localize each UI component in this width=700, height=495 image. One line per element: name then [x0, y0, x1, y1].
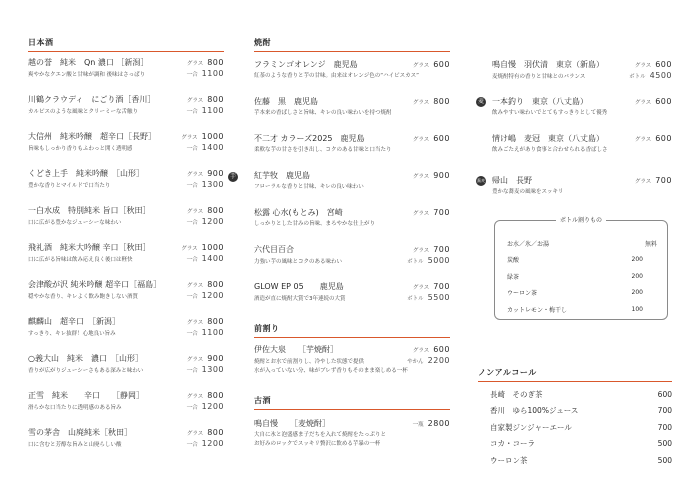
item-desc-row — [492, 108, 672, 116]
unit-label: 一合 — [186, 331, 198, 337]
menu-item — [254, 96, 450, 116]
item-desc: 飲みやすい味わいでとてもすっきりとして優秀 — [492, 110, 608, 116]
item-desc: 水が入っていない分、味がブレず香りもそのまま楽しめる一杯 — [254, 368, 408, 374]
item-desc-row — [254, 256, 450, 265]
unit-label: ボトル — [407, 296, 424, 302]
unit-label: グラス — [634, 179, 652, 185]
item-desc: 滑らかな口当たりに透明感のある旨み — [28, 405, 122, 411]
section-title-maewari: 前割り — [254, 323, 450, 338]
price: 500 — [657, 439, 672, 449]
price: 800 — [207, 280, 224, 289]
item-desc-row — [28, 106, 224, 115]
item-desc: フローラルな香りと甘味、キレの良い味わい — [254, 184, 364, 190]
item-desc: 穏やかな香り、キレよく飲み飽きしない酒質 — [28, 294, 138, 300]
item-name-row — [254, 281, 450, 292]
price-group — [181, 132, 224, 141]
menu-item — [478, 59, 672, 80]
price: 1400 — [201, 143, 224, 152]
item-name-row — [492, 175, 672, 186]
price: 1100 — [201, 328, 224, 337]
bottle-wari-value: 無料 — [644, 240, 657, 248]
unit-label: 一合 — [186, 442, 198, 448]
item-desc: 酒造が直に焼酎大賞で3年連続の大賞 — [254, 296, 346, 302]
item-name-row — [28, 168, 224, 179]
price: 800 — [207, 95, 224, 104]
bottle-wari-label: 緑茶 — [507, 273, 520, 281]
menu-item — [28, 316, 224, 337]
menu-item — [478, 133, 672, 153]
non-alcohol-item — [478, 436, 672, 453]
price: 1200 — [201, 402, 224, 411]
item-desc: 飲みごたえがあり食事と合わせられる香ばしさ — [492, 147, 608, 153]
unit-label: 一瓶 — [412, 422, 424, 428]
unit-label: グラス — [412, 63, 430, 69]
bottle-wari-price: 200 — [631, 256, 643, 264]
price-group — [187, 206, 224, 215]
price: 1100 — [201, 69, 224, 78]
price: 1200 — [201, 439, 224, 448]
menu-item — [28, 279, 224, 300]
item-desc-row — [254, 145, 450, 153]
unit-label: グラス — [186, 98, 204, 104]
unit-label: 一合 — [186, 220, 198, 226]
item-desc-row — [28, 180, 224, 189]
item-name: 帰山 長野 — [492, 176, 532, 185]
item-desc-row — [28, 328, 224, 337]
unit-label: グラス — [186, 283, 204, 289]
price-group — [187, 280, 224, 289]
bottle-wari-price: 200 — [631, 272, 643, 280]
item-desc: 口に広がる旨味は飲み応え良く後口は軽快 — [28, 257, 133, 263]
price-group — [187, 402, 224, 411]
item-name: 紅芋牧 鹿児島 — [254, 171, 310, 180]
price-group — [187, 391, 224, 400]
item-name: 長崎 そのぎ茶 — [490, 389, 543, 399]
bottle-wari-row — [507, 252, 657, 269]
item-desc-row — [28, 365, 224, 374]
item-name: 飛礼酒 純米大吟醸 辛口［秋田］ — [28, 243, 151, 252]
bottle-wari-label: ウーロン茶 — [507, 290, 538, 298]
item-name-row — [492, 96, 672, 107]
item-name: 鳴自慢 羽伏清 東京（新島） — [492, 60, 604, 69]
item-name-row — [254, 96, 450, 107]
item-desc-row — [254, 293, 450, 302]
unit-label: やかん — [407, 359, 424, 365]
price: 600 — [655, 134, 672, 143]
menu-item — [254, 59, 450, 79]
price-group — [413, 282, 450, 291]
unit-label: グラス — [412, 137, 430, 143]
unit-label: グラス — [186, 357, 204, 363]
menu-item — [28, 94, 224, 115]
item-name-row — [28, 205, 224, 216]
item-desc-row — [254, 71, 450, 79]
category-badge-icon: 麦 — [477, 98, 484, 105]
item-desc: 爽やかなクエン酸と甘味が調和 後味はさっぱり — [28, 72, 146, 78]
unit-label: グラス — [186, 172, 204, 178]
item-name-row — [28, 316, 224, 327]
unit-label: グラス — [412, 285, 430, 291]
price: 700 — [433, 282, 450, 291]
menu-item — [254, 244, 450, 265]
bottle-wari-title: ボトル割りもの — [556, 215, 606, 224]
item-name: 不二才 カラーズ2025 鹿児島 — [254, 134, 365, 143]
bottle-wari-label: お水／氷／お湯 — [507, 240, 550, 248]
price-group — [407, 293, 450, 302]
item-desc-row — [254, 108, 450, 116]
menu-item — [28, 390, 224, 411]
unit-label: グラス — [412, 100, 430, 106]
price-group — [187, 169, 224, 178]
item-name: 正雪 純米 辛口 ［静岡］ — [28, 391, 144, 400]
item-name: 麒麟山 超辛口 ［新潟］ — [28, 317, 120, 326]
item-desc: 旨味もしっかり香りもふわっと開く透明感 — [28, 146, 133, 152]
price: 600 — [657, 389, 672, 399]
price: 5500 — [427, 293, 450, 302]
item-name-row — [254, 59, 450, 70]
price-group — [407, 256, 450, 265]
unit-label: グラス — [412, 211, 430, 217]
price-group — [187, 106, 224, 115]
item-name: 佐藤 黒 鹿児島 — [254, 97, 318, 106]
unit-label: グラス — [412, 348, 430, 354]
price-group — [187, 354, 224, 363]
item-desc: 柔軟な芋の甘さを引き出し、コクのある甘味と口当たり — [254, 147, 392, 153]
price-group — [413, 60, 450, 69]
price: 4500 — [649, 71, 672, 80]
item-name-row — [28, 353, 224, 364]
item-name: 松露 心水(もとみ) 宮崎 — [254, 208, 343, 217]
item-name-row — [28, 279, 224, 290]
price: 600 — [433, 60, 450, 69]
price-group — [187, 254, 224, 263]
maewari-item — [254, 344, 450, 374]
non-alcohol-item — [478, 386, 672, 403]
bottle-wari-row — [507, 301, 657, 318]
price-group — [635, 176, 672, 185]
kojo-item — [254, 418, 450, 447]
item-name: 六代目百合 — [254, 245, 294, 254]
unit-label: ボトル — [407, 259, 424, 265]
price: 800 — [207, 317, 224, 326]
item-desc: すっきり、キレ抜群！心地良い旨み — [28, 331, 116, 337]
unit-label: 一合 — [186, 257, 198, 263]
item-desc-row — [28, 254, 224, 263]
price-group — [187, 95, 224, 104]
category-badge-icon: 蕎麦 — [476, 176, 486, 186]
price-group — [187, 439, 224, 448]
item-name-row — [28, 390, 224, 401]
menu-item — [28, 242, 224, 263]
menu-item — [254, 133, 450, 153]
price: 900 — [207, 354, 224, 363]
price: 800 — [433, 97, 450, 106]
price-group — [187, 180, 224, 189]
item-desc: 豊かな蕎麦の風味をスッキリ — [492, 189, 564, 195]
item-desc: しっかりとした甘みの旨味、まろやかな仕上がり — [254, 221, 376, 227]
price: 700 — [433, 208, 450, 217]
menu-item — [28, 353, 224, 374]
category-badge-icon: 芋 — [229, 173, 236, 180]
price: 600 — [433, 134, 450, 143]
item-name-row — [254, 207, 450, 218]
price-group — [413, 171, 450, 180]
item-name: 一本釣り 東京（八丈島） — [492, 97, 588, 106]
unit-label: グラス — [186, 61, 204, 67]
item-name: 伊佐大泉 ［芋焼酎］ — [254, 345, 338, 354]
unit-label: グラス — [634, 100, 652, 106]
item-name: ○義大山 純米 濃口 ［山形］ — [28, 354, 143, 363]
item-name: 香川 ゆら100%ジュース — [490, 406, 579, 416]
item-name: くどき上手 純米吟醸 ［山形］ — [28, 169, 144, 178]
price: 700 — [433, 245, 450, 254]
unit-label: 一合 — [186, 146, 198, 152]
item-desc-row — [254, 219, 450, 227]
non-alcohol-item — [478, 419, 672, 436]
unit-label: 一合 — [186, 109, 198, 115]
price: 600 — [655, 60, 672, 69]
item-name-row — [28, 94, 224, 105]
price-group — [187, 317, 224, 326]
unit-label: グラス — [634, 63, 652, 69]
menu-item — [28, 427, 224, 448]
menu-item — [229, 170, 450, 190]
item-desc-row — [492, 145, 672, 153]
price: 2800 — [427, 419, 450, 428]
item-desc: 豊かな香りとマイルドで口当たり — [28, 183, 111, 189]
price: 600 — [433, 345, 450, 354]
item-desc-row — [28, 291, 224, 300]
item-desc: 大自に氷と泡盛感ま子だちを入れて焼酎をたっぷりと — [254, 432, 387, 438]
item-name-row — [492, 59, 672, 70]
item-name: ウーロン茶 — [490, 455, 528, 465]
section-title-shochu: 焼酎 — [254, 37, 450, 52]
bottle-wari-price: 100 — [631, 305, 643, 313]
item-name-row — [28, 242, 224, 253]
price: 700 — [657, 406, 672, 416]
price: 1200 — [201, 291, 224, 300]
item-desc: お好みのロックでスッキリ贅沢に飲める芋暴の一杯 — [254, 441, 381, 447]
price: 5000 — [427, 256, 450, 265]
price-group — [187, 365, 224, 374]
price-group — [181, 243, 224, 252]
item-name-row — [28, 427, 224, 438]
unit-label: ボトル — [629, 74, 646, 80]
item-name-row — [492, 133, 672, 144]
item-name: 鳴自慢 ［麦焼酎］ — [254, 419, 330, 428]
unit-label: 一合 — [186, 405, 198, 411]
price: 800 — [207, 428, 224, 437]
menu-item — [28, 57, 224, 78]
item-desc-row — [28, 402, 224, 411]
item-name: GLOW EP 05 鹿児島 — [254, 282, 344, 291]
item-name: 越の誉 純米 Qn 濃口 ［新潟］ — [28, 58, 149, 67]
item-name: 会津酸が沢 純米吟醸 超辛口［福島］ — [28, 280, 162, 289]
price: 600 — [655, 97, 672, 106]
bottle-wari-header — [507, 235, 657, 252]
menu-item — [28, 168, 224, 189]
price: 1400 — [201, 254, 224, 263]
price: 900 — [433, 171, 450, 180]
item-name-row — [254, 133, 450, 144]
item-name-row — [28, 131, 224, 142]
unit-label: グラス — [412, 248, 430, 254]
price: 700 — [655, 176, 672, 185]
bottle-wari-label: カットレモン・梅干し — [507, 306, 567, 314]
item-name-row — [254, 244, 450, 255]
price: 1000 — [201, 132, 224, 141]
unit-label: 一合 — [186, 72, 198, 78]
price-group — [413, 97, 450, 106]
price-group — [635, 60, 672, 69]
item-name-row — [28, 57, 224, 68]
unit-label: グラス — [181, 246, 198, 252]
menu-item — [28, 205, 224, 226]
item-desc: 口に含むと芳醇な旨みと山廃らしい酸 — [28, 442, 122, 448]
price-group — [413, 245, 450, 254]
price-group — [187, 143, 224, 152]
unit-label: 一合 — [186, 368, 198, 374]
section-title-kojo: 古酒 — [254, 395, 450, 410]
item-desc: 香りが広がりジューシーさもある深みと味わい — [28, 368, 144, 374]
bottle-wari-label: 炭酸 — [507, 257, 520, 265]
price-group — [635, 97, 672, 106]
unit-label: グラス — [186, 209, 204, 215]
item-desc-row — [28, 69, 224, 78]
item-desc: 焼酎とお水で前割りし、冷やした状態で提供 — [254, 359, 365, 365]
price: 800 — [207, 206, 224, 215]
unit-label: グラス — [412, 174, 430, 180]
unit-label: グラス — [186, 431, 204, 437]
price: 900 — [207, 169, 224, 178]
price: 1300 — [201, 180, 224, 189]
item-name-row — [254, 170, 450, 181]
bottle-wari-row — [507, 285, 657, 302]
price-group — [413, 134, 450, 143]
item-desc: 麦焼酎特有の香りと甘味とのバランス — [492, 74, 586, 80]
unit-label: 一合 — [186, 294, 198, 300]
item-desc-row — [28, 217, 224, 226]
item-name: 一白水成 特別純米 旨口［秋田］ — [28, 206, 151, 215]
price: 1200 — [201, 217, 224, 226]
bottle-wari-row — [507, 268, 657, 285]
menu-item — [254, 281, 450, 302]
item-name: 雪の茅舎 山廃純米［秋田］ — [28, 428, 132, 437]
menu-item — [478, 96, 672, 116]
price-group — [187, 217, 224, 226]
price-group — [187, 58, 224, 67]
price-group — [187, 291, 224, 300]
price-group — [413, 208, 450, 217]
item-desc-row — [28, 439, 224, 448]
item-desc-row — [492, 71, 672, 80]
section-title-nihonshu: 日本酒 — [28, 37, 224, 52]
bottle-wari-box — [494, 217, 668, 320]
section-title-non-alcohol: ノンアルコール — [478, 367, 672, 382]
price: 2200 — [427, 356, 450, 365]
unit-label: グラス — [181, 135, 198, 141]
non-alcohol-item — [478, 452, 672, 469]
price: 800 — [207, 58, 224, 67]
price-group — [187, 328, 224, 337]
non-alcohol-item — [478, 403, 672, 420]
price: 800 — [207, 391, 224, 400]
unit-label: グラス — [186, 394, 204, 400]
price: 1100 — [201, 106, 224, 115]
price: 1000 — [201, 243, 224, 252]
item-name: 自家製ジンジャーエール — [490, 422, 572, 432]
item-name: 川鶴クラウディ にごり酒［香川］ — [28, 95, 156, 104]
item-desc: 紅茶のような香りと芋の甘味。由来はオレンジ色の“ハイビスカス” — [254, 73, 419, 79]
unit-label: グラス — [186, 320, 204, 326]
item-desc-row — [28, 143, 224, 152]
price-group — [187, 69, 224, 78]
unit-label: 一合 — [186, 183, 198, 189]
menu-item — [478, 175, 672, 195]
item-desc: 力強い芋の風味とコクのある味わい — [254, 259, 343, 265]
item-desc-row — [254, 182, 450, 190]
item-desc-row — [492, 187, 672, 195]
item-name: 大信州 純米吟醸 超辛口［長野］ — [28, 132, 156, 141]
bottle-wari-price: 200 — [631, 289, 643, 297]
price: 700 — [657, 422, 672, 432]
price-group — [629, 71, 672, 80]
item-name: コカ・コーラ — [490, 439, 535, 449]
item-desc: 芋本来の香ばしさと旨味、キレの良い味わいを持つ焼酎 — [254, 110, 392, 116]
item-desc: カルピスのような風味とクリーミーな舌触り — [28, 109, 139, 115]
item-name: フラミンゴオレンジ 鹿児島 — [254, 60, 358, 69]
price-group — [635, 134, 672, 143]
item-name: 情け嶋 麦冠 東京（八丈島） — [492, 134, 604, 143]
unit-label: グラス — [634, 137, 652, 143]
price: 1300 — [201, 365, 224, 374]
price: 500 — [657, 455, 672, 465]
item-desc: 口に広がる豊かなジューシーな味わい — [28, 220, 122, 226]
menu-item — [28, 131, 224, 152]
menu-item — [254, 207, 450, 227]
price-group — [187, 428, 224, 437]
